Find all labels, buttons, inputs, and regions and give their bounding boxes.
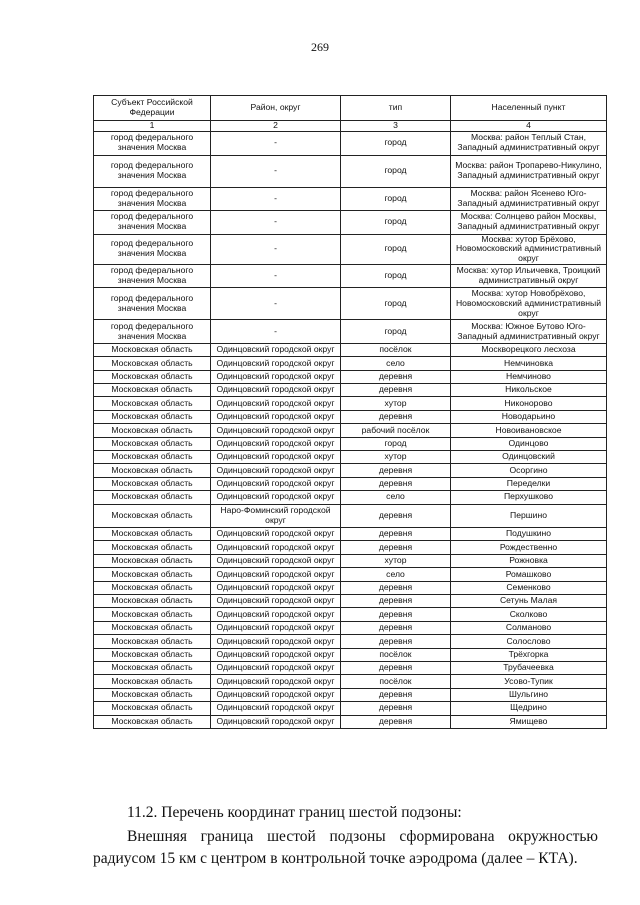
header-district: Район, округ <box>211 96 341 121</box>
cell-settlement: Трёхгорка <box>451 648 607 661</box>
cell-district: Одинцовский городской округ <box>211 675 341 688</box>
cell-settlement: Никольское <box>451 384 607 397</box>
cell-settlement: Сколково <box>451 608 607 621</box>
page-number: 269 <box>311 40 329 54</box>
cell-subject: город федерального значения Москва <box>94 320 211 344</box>
cell-settlement: Одинцово <box>451 437 607 450</box>
cell-type: село <box>341 491 451 504</box>
table-row <box>94 702 607 715</box>
cell-subject: Московская область <box>94 410 211 423</box>
cell-type: деревня <box>341 370 451 383</box>
cell-settlement: Трубачеевка <box>451 661 607 674</box>
cell-district: Одинцовский городской округ <box>211 343 341 356</box>
cell-settlement: Москва: Солнцево район Москвы, Западный административный округ <box>451 211 607 235</box>
table-row <box>94 541 607 554</box>
table-header-row <box>94 96 607 121</box>
cell-subject: Московская область <box>94 397 211 410</box>
cell-district: - <box>211 264 341 288</box>
cell-subject: Московская область <box>94 648 211 661</box>
cell-settlement: Москва: хутор Брёхово, Новомосковский административный округ <box>451 234 607 264</box>
cell-settlement: Солослово <box>451 635 607 648</box>
cell-type: город <box>341 320 451 344</box>
cell-district: - <box>211 211 341 235</box>
cell-subject: Московская область <box>94 528 211 541</box>
cell-subject: Московская область <box>94 715 211 728</box>
cell-settlement: Новоивановское <box>451 424 607 437</box>
table-row <box>94 554 607 567</box>
cell-type: село <box>341 357 451 370</box>
cell-district: Одинцовский городской округ <box>211 491 341 504</box>
column-number: 2 <box>211 121 341 132</box>
cell-district: Одинцовский городской округ <box>211 568 341 581</box>
cell-settlement: Щедрино <box>451 702 607 715</box>
cell-subject: Московская область <box>94 437 211 450</box>
cell-district: Одинцовский городской округ <box>211 608 341 621</box>
table-row <box>94 234 607 264</box>
cell-subject: Московская область <box>94 568 211 581</box>
cell-district: Одинцовский городской округ <box>211 370 341 383</box>
cell-settlement: Новодарьино <box>451 410 607 423</box>
cell-settlement: Ямищево <box>451 715 607 728</box>
cell-subject: Московская область <box>94 504 211 528</box>
cell-district: Одинцовский городской округ <box>211 451 341 464</box>
cell-settlement: Рожновка <box>451 554 607 567</box>
cell-type: город <box>341 155 451 187</box>
cell-subject: Московская область <box>94 424 211 437</box>
cell-settlement: Усово-Тупик <box>451 675 607 688</box>
section-text: Внешняя граница шестой подзоны сформирована окружностью радиусом 15 км с центром в контрольной точке аэродрома (далее – КТА). <box>93 828 598 867</box>
cell-district: Одинцовский городской округ <box>211 688 341 701</box>
cell-subject: Московская область <box>94 702 211 715</box>
table-row <box>94 568 607 581</box>
table-row <box>94 675 607 688</box>
cell-subject: Московская область <box>94 608 211 621</box>
table-row <box>94 187 607 211</box>
cell-settlement: Москва: район Ясенево Юго-Западный административный округ <box>451 187 607 211</box>
cell-type: деревня <box>341 595 451 608</box>
cell-type: деревня <box>341 715 451 728</box>
settlements-table <box>93 95 607 729</box>
table-row <box>94 288 607 320</box>
table-row <box>94 661 607 674</box>
cell-settlement: Москва: хутор Новобрёхово, Новомосковский административный округ <box>451 288 607 320</box>
cell-type: деревня <box>341 688 451 701</box>
cell-type: хутор <box>341 397 451 410</box>
table-row <box>94 504 607 528</box>
cell-type: деревня <box>341 504 451 528</box>
cell-settlement: Осоргино <box>451 464 607 477</box>
cell-settlement: Подушкино <box>451 528 607 541</box>
table-row <box>94 491 607 504</box>
table-row <box>94 370 607 383</box>
cell-settlement: Першино <box>451 504 607 528</box>
cell-district: Одинцовский городской округ <box>211 595 341 608</box>
cell-subject: город федерального значения Москва <box>94 155 211 187</box>
cell-type: город <box>341 132 451 156</box>
table-row <box>94 424 607 437</box>
cell-district: - <box>211 234 341 264</box>
cell-type: город <box>341 187 451 211</box>
cell-type: рабочий посёлок <box>341 424 451 437</box>
cell-subject: Московская область <box>94 595 211 608</box>
table-row <box>94 464 607 477</box>
cell-subject: город федерального значения Москва <box>94 187 211 211</box>
cell-type: деревня <box>341 661 451 674</box>
cell-type: деревня <box>341 702 451 715</box>
column-number: 3 <box>341 121 451 132</box>
cell-district: Одинцовский городской округ <box>211 397 341 410</box>
cell-district: - <box>211 132 341 156</box>
table-row <box>94 528 607 541</box>
cell-district: Наро-Фоминский городской округ <box>211 504 341 528</box>
cell-district: Одинцовский городской округ <box>211 410 341 423</box>
cell-settlement: Рождественно <box>451 541 607 554</box>
cell-district: Одинцовский городской округ <box>211 635 341 648</box>
cell-settlement: Семенково <box>451 581 607 594</box>
table-row <box>94 715 607 728</box>
cell-settlement: Никонорово <box>451 397 607 410</box>
cell-subject: Московская область <box>94 581 211 594</box>
cell-type: деревня <box>341 635 451 648</box>
table-row <box>94 688 607 701</box>
cell-type: село <box>341 568 451 581</box>
header-settlement: Населенный пункт <box>451 96 607 121</box>
cell-settlement: Москворецкого лесхоза <box>451 343 607 356</box>
cell-district: Одинцовский городской округ <box>211 541 341 554</box>
table-row <box>94 437 607 450</box>
cell-district: Одинцовский городской округ <box>211 384 341 397</box>
column-number: 4 <box>451 121 607 132</box>
cell-type: деревня <box>341 464 451 477</box>
cell-settlement: Перхушково <box>451 491 607 504</box>
cell-subject: Московская область <box>94 541 211 554</box>
cell-district: Одинцовский городской округ <box>211 528 341 541</box>
cell-district: Одинцовский городской округ <box>211 648 341 661</box>
cell-district: - <box>211 187 341 211</box>
cell-settlement: Переделки <box>451 477 607 490</box>
cell-subject: Московская область <box>94 635 211 648</box>
table-row <box>94 384 607 397</box>
table-row <box>94 477 607 490</box>
cell-subject: город федерального значения Москва <box>94 234 211 264</box>
table-row <box>94 648 607 661</box>
cell-type: деревня <box>341 581 451 594</box>
cell-settlement: Одинцовский <box>451 451 607 464</box>
cell-type: хутор <box>341 451 451 464</box>
cell-subject: Московская область <box>94 370 211 383</box>
cell-settlement: Сетунь Малая <box>451 595 607 608</box>
cell-district: Одинцовский городской округ <box>211 437 341 450</box>
column-number: 1 <box>94 121 211 132</box>
cell-district: Одинцовский городской округ <box>211 554 341 567</box>
cell-type: деревня <box>341 410 451 423</box>
cell-settlement: Ромашково <box>451 568 607 581</box>
cell-settlement: Шульгино <box>451 688 607 701</box>
cell-subject: Московская область <box>94 661 211 674</box>
table-row <box>94 211 607 235</box>
header-subject: Субъект Российской Федерации <box>94 96 211 121</box>
cell-settlement: Москва: район Тропарево-Никулино, Западный административный округ <box>451 155 607 187</box>
cell-district: Одинцовский городской округ <box>211 424 341 437</box>
cell-type: посёлок <box>341 648 451 661</box>
table-row <box>94 343 607 356</box>
cell-district: Одинцовский городской округ <box>211 621 341 634</box>
table-row <box>94 132 607 156</box>
cell-subject: город федерального значения Москва <box>94 264 211 288</box>
table-row <box>94 410 607 423</box>
cell-subject: Московская область <box>94 491 211 504</box>
cell-settlement: Москва: район Теплый Стан, Западный административный округ <box>451 132 607 156</box>
table-row <box>94 621 607 634</box>
table-row <box>94 608 607 621</box>
cell-type: город <box>341 211 451 235</box>
cell-district: Одинцовский городской округ <box>211 464 341 477</box>
cell-type: деревня <box>341 541 451 554</box>
cell-district: Одинцовский городской округ <box>211 581 341 594</box>
cell-type: деревня <box>341 384 451 397</box>
cell-type: город <box>341 437 451 450</box>
cell-type: деревня <box>341 608 451 621</box>
cell-district: Одинцовский городской округ <box>211 702 341 715</box>
cell-type: хутор <box>341 554 451 567</box>
table-row <box>94 264 607 288</box>
table-row <box>94 357 607 370</box>
cell-settlement: Немчиновка <box>451 357 607 370</box>
table-row <box>94 320 607 344</box>
cell-type: город <box>341 288 451 320</box>
cell-district: Одинцовский городской округ <box>211 477 341 490</box>
cell-subject: город федерального значения Москва <box>94 288 211 320</box>
cell-subject: Московская область <box>94 621 211 634</box>
cell-subject: Московская область <box>94 464 211 477</box>
cell-district: Одинцовский городской округ <box>211 715 341 728</box>
cell-subject: Московская область <box>94 477 211 490</box>
cell-type: город <box>341 234 451 264</box>
section-heading: 11.2. Перечень координат границ шестой подзоны: <box>127 804 462 821</box>
cell-settlement: Немчиново <box>451 370 607 383</box>
table-row <box>94 155 607 187</box>
cell-subject: Московская область <box>94 675 211 688</box>
table-row <box>94 595 607 608</box>
cell-type: деревня <box>341 621 451 634</box>
cell-district: Одинцовский городской округ <box>211 661 341 674</box>
cell-district: - <box>211 288 341 320</box>
table-row <box>94 635 607 648</box>
cell-settlement: Москва: Южное Бутово Юго-Западный административный округ <box>451 320 607 344</box>
table-row <box>94 451 607 464</box>
table-row <box>94 397 607 410</box>
table-row <box>94 581 607 594</box>
cell-subject: Московская область <box>94 343 211 356</box>
cell-type: посёлок <box>341 343 451 356</box>
cell-district: - <box>211 155 341 187</box>
header-type: тип <box>341 96 451 121</box>
cell-subject: Московская область <box>94 688 211 701</box>
cell-subject: Московская область <box>94 357 211 370</box>
cell-subject: Московская область <box>94 554 211 567</box>
cell-subject: Московская область <box>94 384 211 397</box>
cell-type: город <box>341 264 451 288</box>
table-number-row <box>94 121 607 132</box>
cell-settlement: Москва: хутор Ильичевка, Троицкий административный округ <box>451 264 607 288</box>
table-body <box>94 132 607 729</box>
cell-subject: город федерального значения Москва <box>94 211 211 235</box>
cell-type: деревня <box>341 477 451 490</box>
cell-district: - <box>211 320 341 344</box>
cell-subject: город федерального значения Москва <box>94 132 211 156</box>
cell-district: Одинцовский городской округ <box>211 357 341 370</box>
cell-type: посёлок <box>341 675 451 688</box>
cell-type: деревня <box>341 528 451 541</box>
cell-settlement: Солманово <box>451 621 607 634</box>
cell-subject: Московская область <box>94 451 211 464</box>
